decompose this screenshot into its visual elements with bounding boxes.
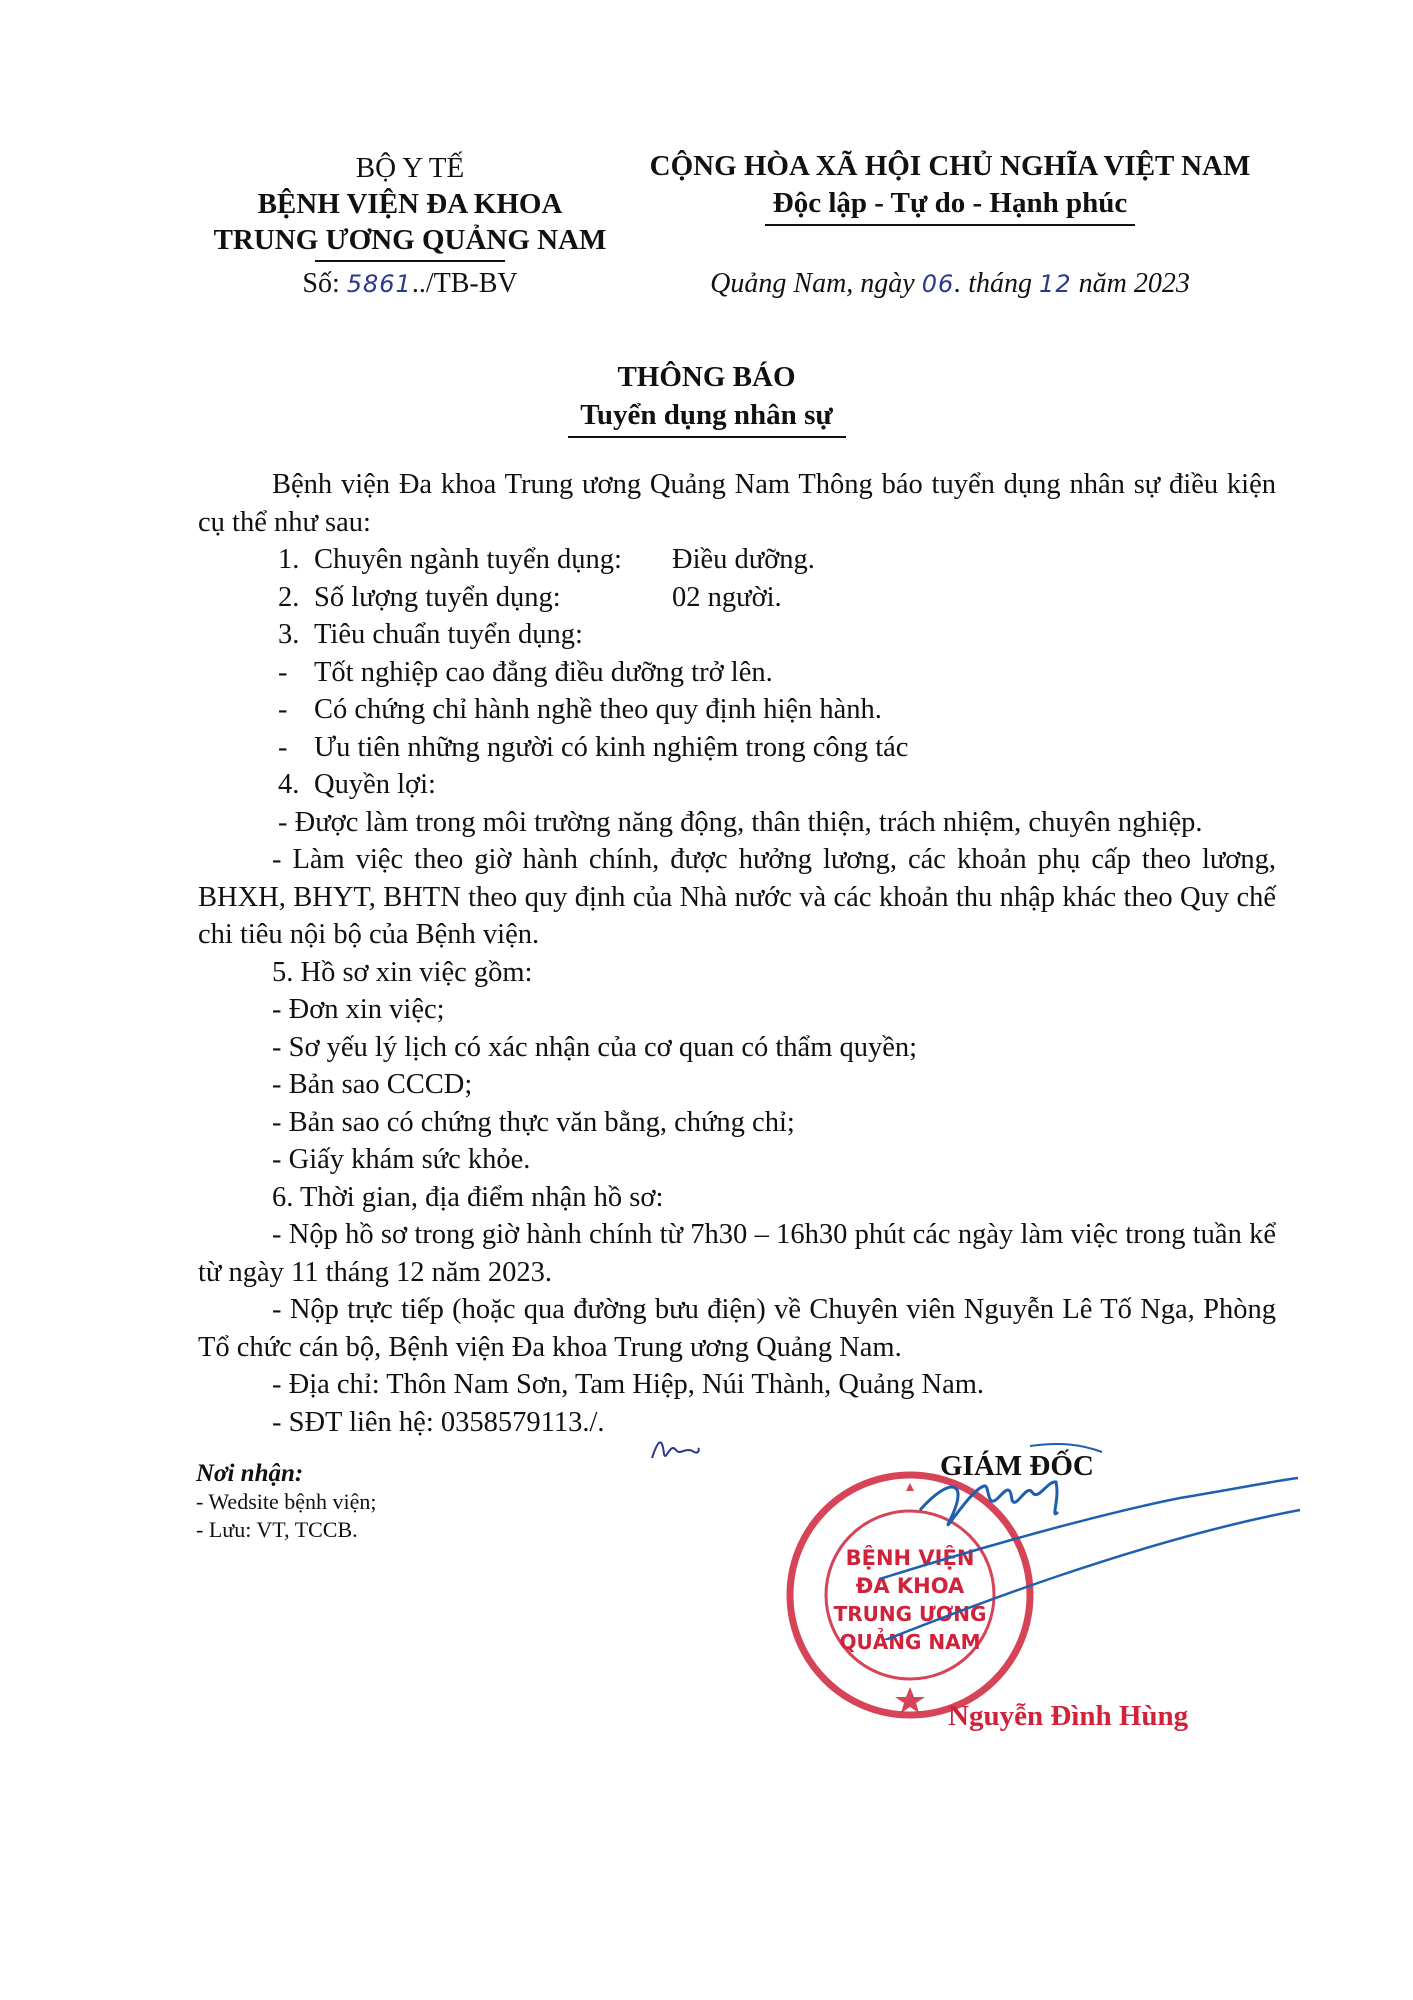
- issuer-block: [205, 150, 615, 262]
- stamp-line: QUẢNG NAM: [839, 1630, 981, 1654]
- benefits-heading: 4. Quyền lợi:: [278, 769, 436, 800]
- issuer-underline: [315, 260, 505, 262]
- address-line: - Địa chỉ: Thôn Nam Sơn, Tam Hiệp, Núi Thành, Quảng Nam.: [272, 1369, 985, 1400]
- list-item: - Ưu tiên những người có kinh nghiệm trong công tác: [278, 731, 909, 763]
- recipient-item: - Wedsite bệnh viện;: [196, 1489, 377, 1514]
- benefit-item: - Được làm trong môi trường năng động, thân thiện, trách nhiệm, chuyên nghiệp.: [278, 806, 1203, 838]
- signer-name: Nguyễn Đình Hùng: [948, 1700, 1189, 1732]
- stamp-line: ĐA KHOA: [855, 1574, 965, 1598]
- national-motto: Độc lập - Tự do - Hạnh phúc: [772, 187, 1128, 219]
- list-item: - Tốt nghiệp cao đẳng điều dưỡng trở lên.: [278, 656, 773, 688]
- initial-mark-icon: [648, 1432, 702, 1468]
- title-sub: Tuyển dụng nhân sự: [580, 399, 833, 431]
- hospital-name-line2: TRUNG ƯƠNG QUẢNG NAM: [213, 224, 607, 256]
- intro-paragraph: Bệnh viện Đa khoa Trung ương Quảng Nam Thông báo tuyển dụng nhân sự điều kiện cụ thể như sau:: [198, 469, 1276, 538]
- recipients-heading: Nơi nhận:: [196, 1460, 304, 1487]
- recipient-item: - Lưu: VT, TCCB.: [196, 1517, 358, 1542]
- time-item: - Nộp hồ sơ trong giờ hành chính từ 7h30 – 16h30 phút các ngày làm việc trong tuần kể từ ngày 11 tháng 12 năm 2023.: [198, 1219, 1276, 1288]
- signature-icon: [880, 1440, 1300, 1640]
- list-item: 1. Chuyên ngành tuyển dụng: Điều dưỡng.: [278, 544, 815, 575]
- criteria-heading: 3. Tiêu chuẩn tuyển dụng:: [278, 619, 583, 650]
- time-heading: 6. Thời gian, địa điểm nhận hồ sơ:: [272, 1181, 664, 1213]
- document-number: Số: 5861../TB-BV: [302, 268, 518, 299]
- list-item: - Sơ yếu lý lịch có xác nhận của cơ quan có thẩm quyền;: [272, 1031, 918, 1063]
- document-body: [198, 466, 1276, 1441]
- handwritten-month: 12: [1039, 270, 1072, 298]
- list-item: - Bản sao CCCD;: [272, 1069, 473, 1100]
- list-item: 2. Số lượng tuyển dụng: 02 người.: [278, 581, 782, 613]
- handwritten-number: 5861: [346, 270, 412, 298]
- title-underline: [568, 436, 846, 438]
- phone-line: - SĐT liên hệ: 0358579113./.: [272, 1406, 605, 1438]
- docs-heading: 5. Hồ sơ xin việc gồm:: [272, 956, 533, 988]
- document-title: [0, 358, 1413, 438]
- list-item: - Đơn xin việc;: [272, 994, 445, 1025]
- stamp-line: BỆNH VIỆN: [845, 1546, 975, 1570]
- national-header: [630, 148, 1270, 226]
- handwritten-day: 06: [921, 270, 955, 298]
- hospital-name-line1: BỆNH VIỆN ĐA KHOA: [257, 188, 563, 220]
- list-item: - Giấy khám sức khỏe.: [272, 1144, 531, 1175]
- list-item: - Có chứng chỉ hành nghề theo quy định hiện hành.: [278, 694, 882, 725]
- time-item: - Nộp trực tiếp (hoặc qua đường bưu điện) về Chuyên viên Nguyễn Lê Tố Nga, Phòng Tổ chức cán bộ, Bệnh viện Đa khoa Trung ương Quảng Nam.: [198, 1294, 1276, 1363]
- stamp-line: TRUNG ƯƠNG: [833, 1602, 987, 1626]
- title-main: THÔNG BÁO: [617, 361, 796, 393]
- date-line: Quảng Nam, ngày 06. tháng 12 năm 2023: [710, 268, 1190, 299]
- recipients-block: [196, 1460, 377, 1544]
- signer-title: GIÁM ĐỐC: [940, 1450, 1094, 1482]
- ministry-name: BỘ Y TẾ: [355, 152, 465, 184]
- list-item: - Bản sao có chứng thực văn bằng, chứng chỉ;: [272, 1106, 795, 1138]
- benefit-item: - Làm việc theo giờ hành chính, được hưởng lương, các khoản phụ cấp theo lương, BHXH, BHYT, BHTN theo quy định của Nhà nước và các khoản thu nhập khác theo Quy chế chi tiêu nội bộ của Bệnh viện.: [198, 844, 1276, 950]
- country-name: CỘNG HÒA XÃ HỘI CHỦ NGHĨA VIỆT NAM: [649, 150, 1251, 182]
- motto-underline: [765, 224, 1135, 226]
